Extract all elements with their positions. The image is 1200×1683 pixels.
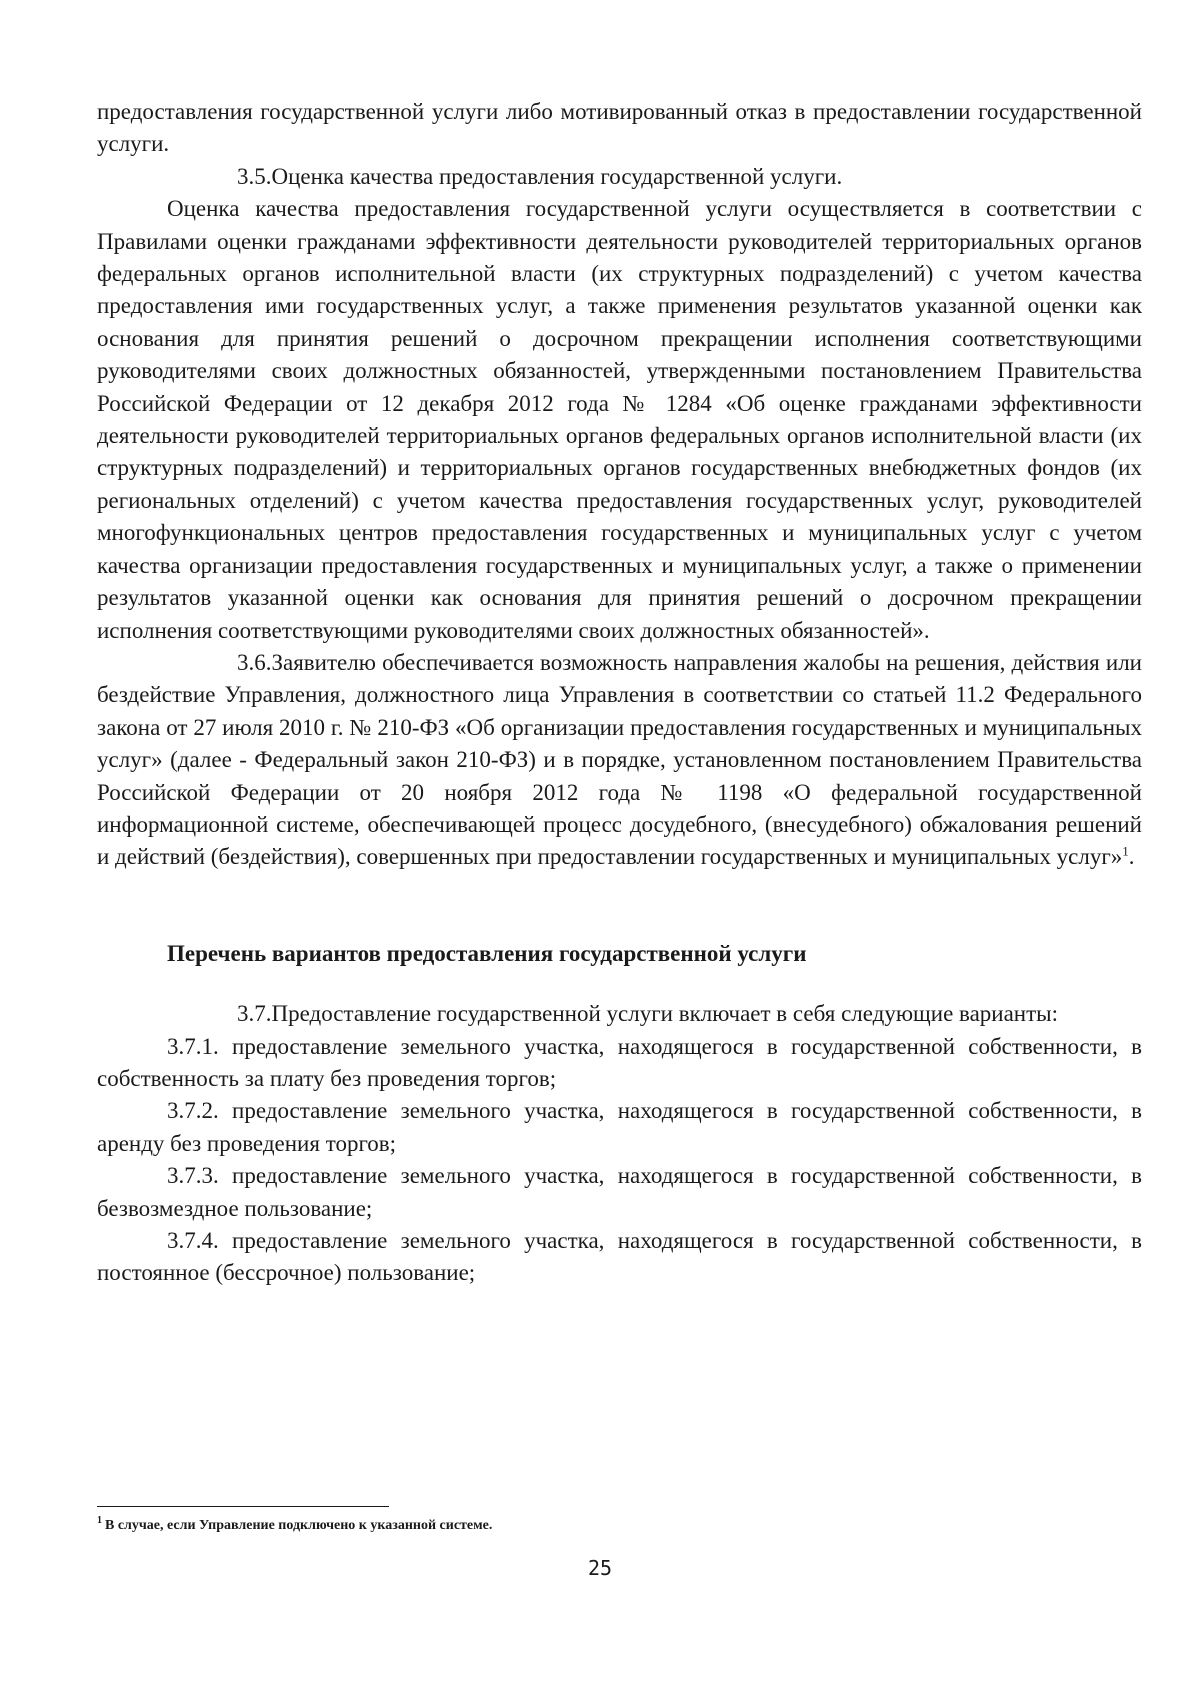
paragraph-continuation [97,96,1142,161]
section-3-6-complaint [97,647,1142,874]
paragraph-text: предоставления государственной услуги либо мотивированный отказ в предоставлении государственной услуги. [97,99,1142,157]
paragraph-text: Предоставление государственной услуги включает в себя следующие варианты: [271,1001,1059,1027]
page-number: 25 [587,1556,613,1580]
section-number: 3.7.1. [167,1033,219,1059]
paragraph-text: Заявителю обеспечивается возможность направления жалобы на решения, действия или бездействие Управления, должностного лица Управления в соответствии со статьей 11.2 Федерального закона от 27 июля 2010 г. № 210-ФЗ «Об организации предоставления государственных и муниципальных услуг» (далее - Федеральный закон 210-ФЗ) и в порядке, установленном постановлением Правительства Российской Федерации от 20 ноября 2012 года № 1198 «О федеральной государственной информационной системе, обеспечивающей процесс досудебного, (внесудебного) обжалования решений и действий (бездействия), совершенных при предоставлении государственных и муниципальных услуг» [97,649,1142,870]
spacer [97,970,1142,998]
section-3-7-4 [97,1225,1142,1290]
section-number: 3.7.2. [167,1098,219,1124]
section-number: 3.6. [237,649,272,675]
section-3-5-title [97,161,1142,193]
section-number: 3.7.3. [167,1163,219,1189]
paragraph-end-punctuation: . [1128,844,1135,870]
section-3-7-2 [97,1095,1142,1160]
footnote-text: В случае, если Управление подключено к указанной системе. [105,1518,493,1533]
paragraph-text: предоставление земельного участка, находящегося в государственной собственности, в аренду без проведения торгов; [97,1098,1143,1156]
section-number: 3.7.4. [167,1228,219,1253]
footnote [97,1516,492,1536]
section-number: 3.7. [237,1001,272,1027]
paragraph-text: Оценка качества предоставления государственной услуги. [271,163,843,189]
footnote-mark: 1 [97,1515,102,1527]
footnote-divider [97,1506,389,1507]
paragraph-text: предоставление земельного участка, находящегося в государственной собственности, в постоянное (бессрочное) пользование; [97,1228,1143,1286]
document-body [97,96,1142,1290]
paragraph-text: Оценка качества предоставления государственной услуги осуществляется в соответствии с Правилами оценки гражданами эффективности деятельности руководителей территориальных органов федеральных органов исполнительной власти (их структурных подразделений) с учетом качества предоставления ими государственных услуг, а также применения результатов указанной оценки как основания для принятия решений о досрочном прекращении исполнения соответствующими руководителями своих должностных обязанностей, утвержденными постановлением Правительства Российской Федерации от 12 декабря 2012 года № 1284 «Об оценке гражданами эффективности деятельности руководителей территориальных органов федеральных органов исполнительной власти (их структурных подразделений) и территориальных органов государственных внебюджетных фондов (их региональных отделений) с учетом качества предоставления государственных услуг, руководителей многофункциональных центров предоставления государственных и муниципальных услуг с учетом качества организации предоставления государственных и муниципальных услуг, а также о применении результатов указанной оценки как основания для принятия решений о досрочном прекращении исполнения соответствующими руководителями своих должностных обязанностей». [97,196,1142,643]
section-3-7-1 [97,1031,1142,1096]
footnote-reference: 1 [1122,843,1129,859]
paragraph-text: предоставление земельного участка, находящегося в государственной собственности, в безвозмездное пользование; [97,1163,1143,1221]
section-3-7-3 [97,1160,1142,1225]
section-number: 3.5. [237,163,272,189]
section-heading: Перечень вариантов предоставления государственной услуги [167,940,807,966]
spacer [97,874,1142,938]
section-3-7 [97,998,1142,1030]
paragraph-text: предоставление земельного участка, находящегося в государственной собственности, в собственность за плату без проведения торгов; [97,1033,1143,1091]
paragraph-quality-assessment [97,193,1142,647]
